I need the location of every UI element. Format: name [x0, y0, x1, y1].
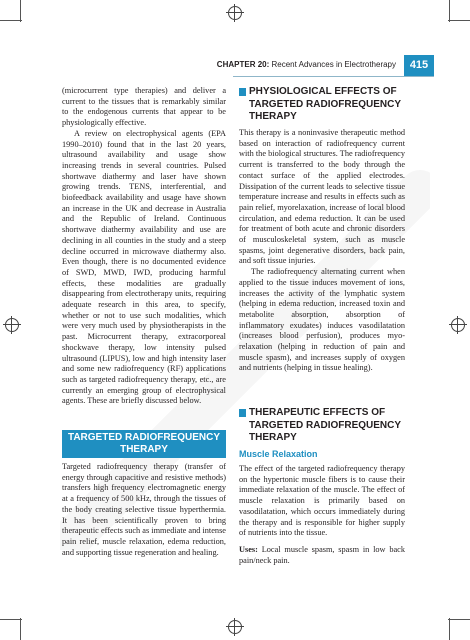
paragraph: The radiofrequency alternating current when applied to the tissue induces movement of ions, increases the activity of the lymphatic system (helping in edema reduction, increased toxin and metabolite absorption, absorption of inflammatory exudates) induces vasodilatation (increases blood perfusion), produces myo-relaxation (helping in reduction of pain and muscle spasm), and increases supply of oxygen and nutrients (helping in tissue healing). [239, 267, 405, 373]
left-column-lower [62, 462, 226, 558]
crop-mark [448, 20, 470, 21]
chapter-title: Recent Advances in Electrotherapy [271, 60, 396, 69]
paragraph: The effect of the targeted radiofrequency therapy on the hypertonic muscle fibers is to cause their immediate relaxation of the muscle. The effect of muscle relaxation is primarily based on vasodilatation, which occurs immediately during the therapy and is responsible for higher supply of nutrients into the tissue. [239, 464, 405, 538]
section-band-heading [62, 430, 226, 458]
registration-mark-icon [228, 6, 242, 20]
section-heading-text: PHYSIOLOGICAL EFFECTS OF TARGETED RADIOFREQUENCY THERAPY [249, 86, 401, 122]
header-title [217, 60, 396, 69]
paragraph: (microcurrent type therapies) and deliver a current to the tissues that is remarkably similar to the endogenous currents that appear to be physiologically effective. [62, 86, 226, 128]
crop-mark [0, 619, 22, 620]
registration-mark-icon [228, 620, 242, 634]
paragraph: Targeted radiofrequency therapy (transfer of energy through capacitive and resistive methods) transfers high frequency electromagnetic energy at a frequency of 500 kHz, through the tissues of the body creating selective tissue hyperthermia. It has been scientifically proven to bring therapeutic effects such as immediate and intense pain relief, muscle relaxation, edema reduction, and supporting tissue regeneration and healing. [62, 462, 226, 557]
running-header [216, 55, 434, 77]
paragraph: This therapy is a noninvasive therapeutic method based on interaction of radiofrequency current with the biological structures. The radiofrequency current is transferred to the body through the contact surface of the applied electrodes. Dissipation of the current leads to selective tissue temperature increase and results in effects such as pain relief, myorelaxation, increase of local blood circulation, and edema reduction. It can be used for treatment of both acute and chronic disorders of musculoskeletal system, such as muscle spasms, joint degenerative disorders, back pain, and soft tissue injuries. [239, 128, 405, 266]
right-column [239, 128, 405, 374]
uses-paragraph [239, 545, 405, 566]
crop-mark [449, 618, 450, 640]
chapter-label: CHAPTER 20: [216, 60, 270, 69]
crop-mark [0, 20, 22, 21]
section-heading [239, 86, 409, 124]
section-heading [239, 407, 409, 445]
crop-mark [449, 0, 450, 22]
subheading: Muscle Relaxation [239, 449, 318, 459]
section-heading-text: THERAPEUTIC EFFECTS OF TARGETED RADIOFREQUENCY THERAPY [249, 407, 401, 443]
crop-mark [20, 0, 21, 22]
paragraph: A review on electrophysical agents (EPA 1990–2010) found that in the last 20 years, ultrasound availability and usage show increasing trends in several countries. Pulsed shortwave diathermy and laser have shown growing trends. TENS, interferential, and biofeedback availability and usage have shown an increase in the UK and decrease in Australia and the Republic of Ireland. Continuous shortwave diathermy availability and use are declining in all counties in the study and a steep decline occurred in microwave diathermy also. Even though, there is no documented evidence of SWD, MWD, IWD, producing harmful effects, these modalities are gradually disappearing from electrotherapy units, requiring adequate research in this area, to specify, whether or not to use such modalities, which were very much used by physiotherapists in the past. Microcurrent therapy, extracorporeal shockwave therapy, low intensity pulsed ultrasound (LIPUS), low and high intensity laser and some new radiofrequency (RF) applications such as targeted radiofrequency therapy, etc., are currently an emerging group of electrophysical agents. These are briefly discussed below. [62, 128, 226, 406]
registration-mark-icon [5, 318, 19, 332]
band-heading-line: TARGETED RADIOFREQUENCY [67, 432, 221, 443]
crop-mark [20, 618, 21, 640]
heading-square-icon [239, 88, 246, 96]
crop-mark [448, 619, 470, 620]
uses-text: Local muscle spasm, spasm in low back pain/neck pain. [239, 544, 405, 565]
heading-square-icon [239, 409, 246, 417]
uses-label: Uses: [239, 544, 258, 554]
band-heading-line: THERAPY [120, 444, 168, 455]
left-column [62, 86, 226, 407]
registration-mark-icon [451, 318, 465, 332]
right-column-lower [239, 464, 405, 566]
page-number: 415 [404, 55, 434, 76]
